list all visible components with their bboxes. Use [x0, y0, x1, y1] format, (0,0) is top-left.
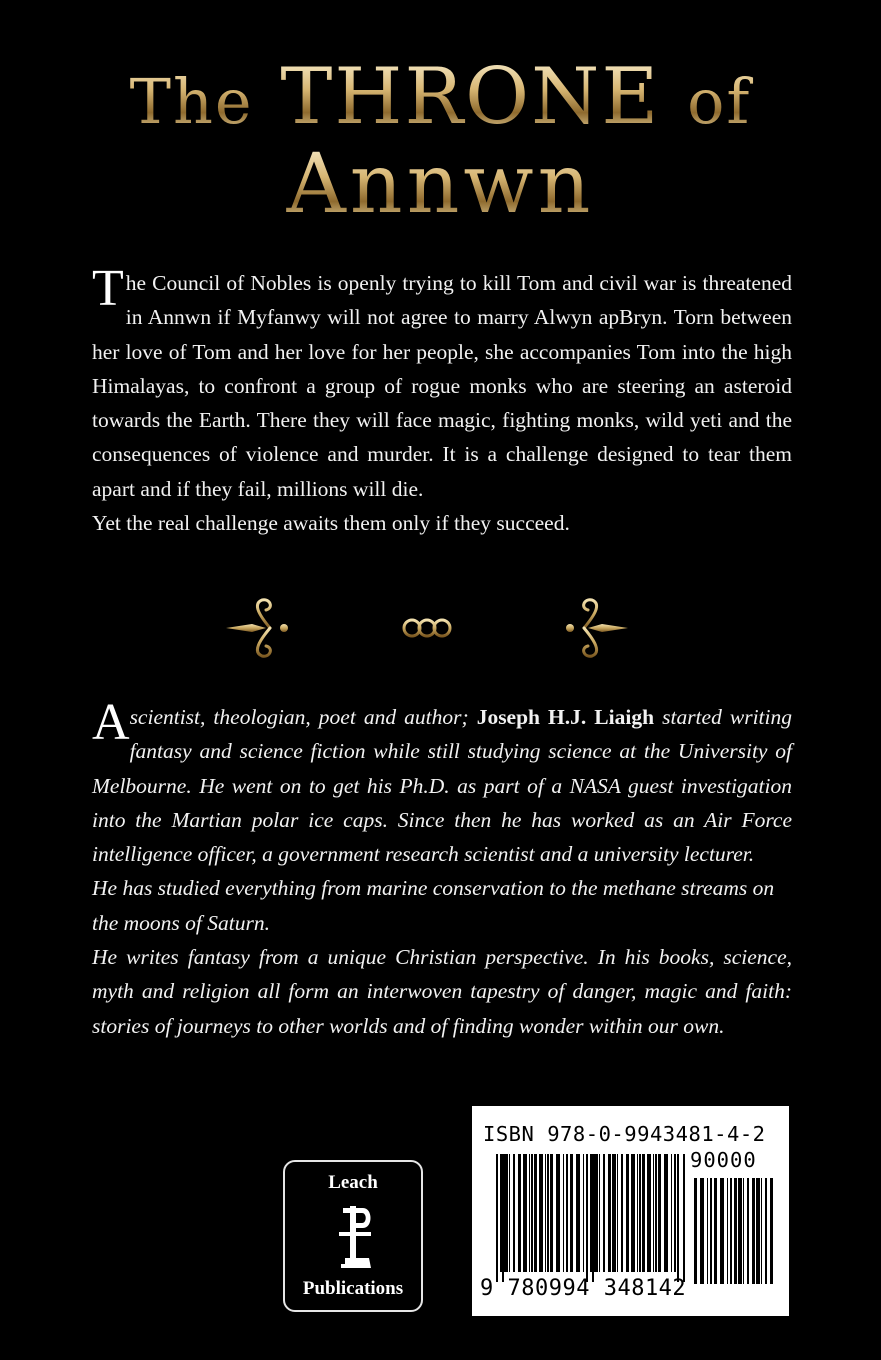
title-main-word: THRONE — [280, 52, 661, 142]
price-code: 90000 — [690, 1148, 757, 1172]
publisher-name-top: Leach — [328, 1172, 378, 1193]
blurb-paragraph: he Council of Nobles is openly trying to kill Tom and civil war is threatened in Annwn if Myfanwy will not agree to marry Alwyn apBryn. Torn between her love of Tom and her love for her people, she accompanies Tom into the high Himalayas, to confront a group of rogue monks who are steering an asteroid towards the Earth. There they will face magic, fighting monks, wild yeti and the consequences of violence and murder. It is a challenge designed to tear them apart and if they fail, millions will die. — [92, 271, 792, 501]
book-title — [0, 52, 881, 232]
author-bio — [92, 694, 792, 1043]
book-blurb — [92, 260, 792, 540]
isbn-barcode — [472, 1106, 789, 1316]
blurb-drop-cap: T — [92, 260, 124, 317]
bio-paragraph-3: He writes fantasy from a unique Christian perspective. In his books, science, myth and religion all form an interwoven tapestry of danger, magic and faith: stories of journeys to other worlds and of finding wonder within our own. — [92, 945, 792, 1038]
ean-digits: 9 780994 348142 — [480, 1276, 687, 1301]
publisher-monogram-icon — [335, 1202, 375, 1274]
isbn-number: ISBN 978-0-9943481-4-2 — [483, 1122, 766, 1146]
blurb-closing-line: Yet the real challenge awaits them only if they succeed. — [92, 511, 570, 536]
ornament-divider — [222, 594, 632, 664]
bio-paragraph-1 — [92, 700, 792, 871]
publisher-logo — [283, 1160, 423, 1312]
bio-paragraph-2: He has studied everything from marine conservation to the methane streams on the moons of Saturn. — [92, 876, 775, 935]
bio-paragraph-1-rest: started writing fantasy and science fiction while still studying science at the University of Melbourne. He went on to get his Ph.D. as part of a NASA guest investigation into the Martian polar ice caps. Since then he has worked as an Air Force intelligence officer, a government research scientist and a university lecturer. — [92, 705, 792, 867]
publisher-name-bottom: Publications — [302, 1278, 404, 1299]
bio-drop-cap: A — [92, 694, 130, 751]
title-line-2: Annwn — [0, 144, 881, 226]
title-line-1 — [0, 52, 881, 142]
title-prefix: The — [129, 65, 254, 138]
title-suffix: of — [687, 65, 752, 138]
bio-intro: scientist, theologian, poet and author; — [129, 705, 477, 729]
author-name: Joseph H.J. Liaigh — [476, 705, 655, 729]
